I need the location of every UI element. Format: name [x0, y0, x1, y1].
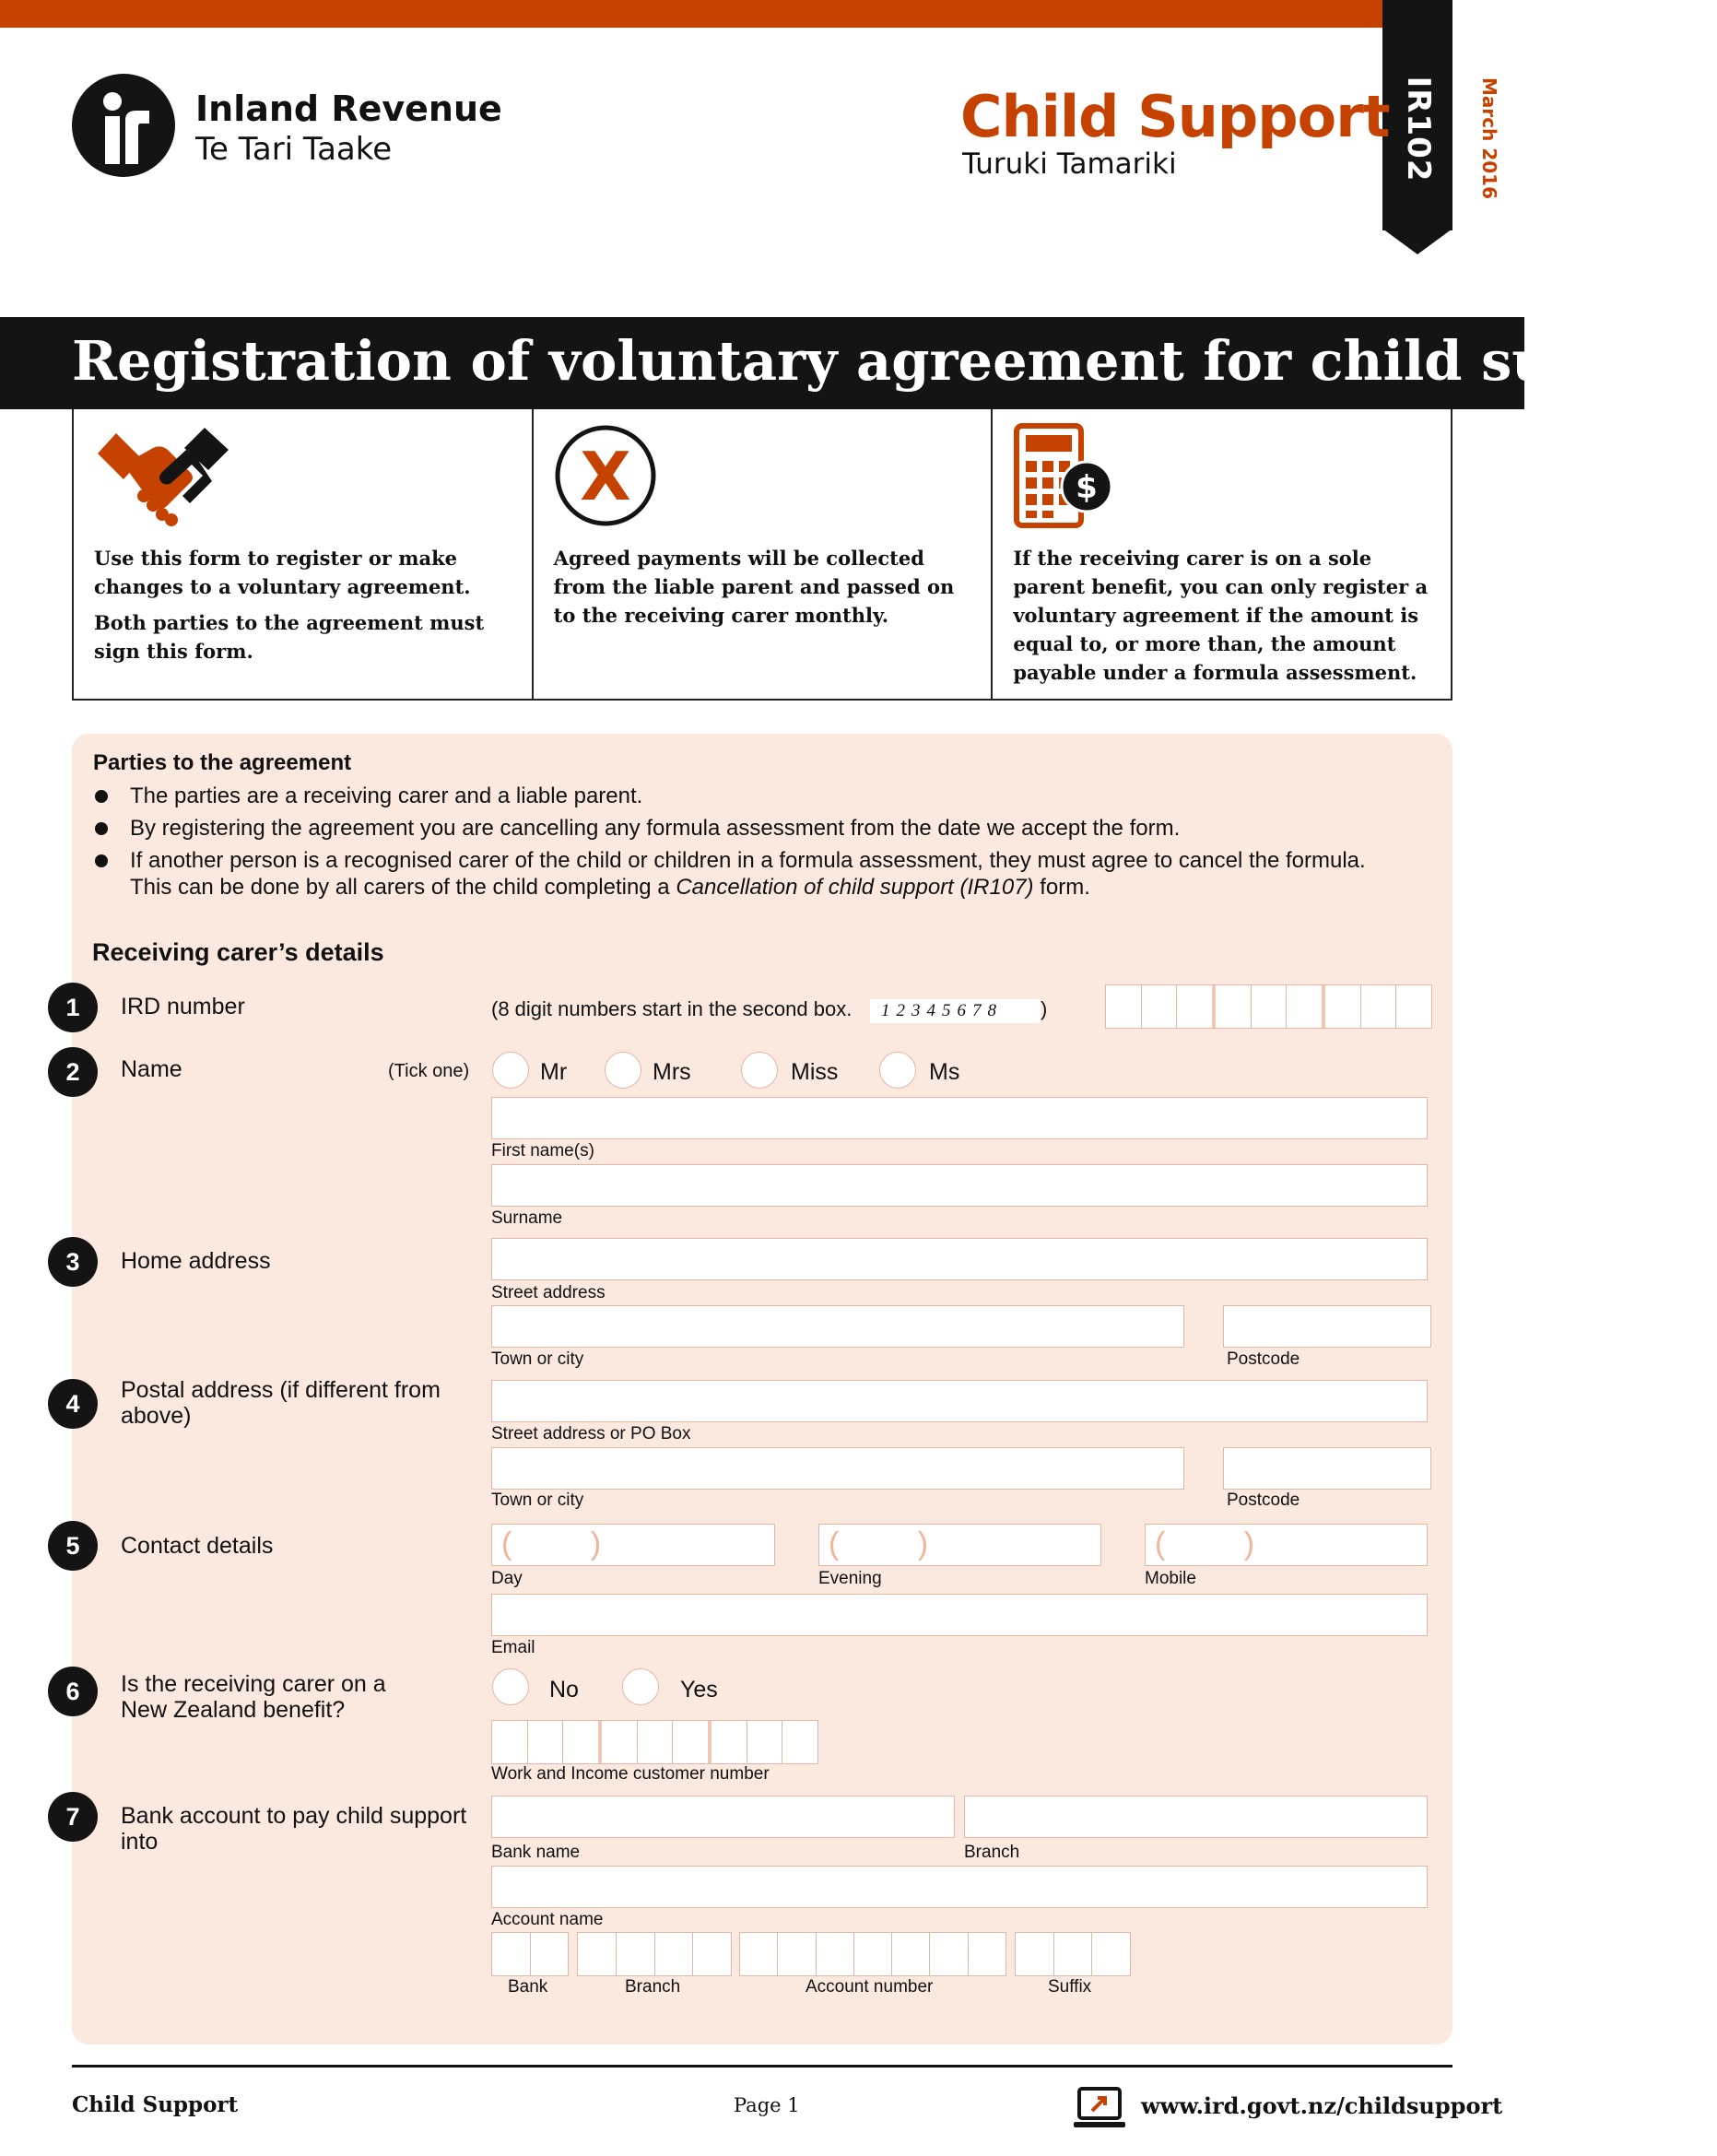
- home-town-input[interactable]: [491, 1305, 1184, 1348]
- winz-number-input[interactable]: [491, 1720, 818, 1764]
- ird-example: 12345678: [870, 999, 1041, 1023]
- org-name: Inland Revenue: [195, 88, 502, 129]
- ird-number-label: IRD number: [121, 994, 245, 1019]
- calculator-dollar-icon: [1013, 422, 1114, 533]
- ird-hint: (8 digit numbers start in the second box.: [491, 997, 853, 1020]
- home-street-input[interactable]: [491, 1238, 1428, 1280]
- parties-bullet: If another person is a recognised carer of the child or children in a formula assessment, they must agree to cancel the formula. This can be done by all carers of the child completing a Cancellation of child support (IR107) form.: [93, 847, 1366, 901]
- bank-branch-input[interactable]: [964, 1796, 1428, 1838]
- question-number: 1: [48, 983, 98, 1032]
- svg-text:X: X: [579, 438, 631, 515]
- question-number: 5: [48, 1521, 98, 1571]
- account-number-input[interactable]: [739, 1932, 1006, 1976]
- benefit-yes-label: Yes: [680, 1677, 718, 1702]
- bullet-dot-icon: [95, 790, 108, 803]
- account-name-input[interactable]: [491, 1866, 1428, 1908]
- footer-program: Child Support: [72, 2092, 239, 2117]
- page-number: Page 1: [734, 2094, 800, 2116]
- info-sign-text: Both parties to the agreement must sign this form.: [94, 611, 485, 663]
- first-name-label: First name(s): [491, 1141, 594, 1160]
- info-cell-payments: [534, 409, 994, 699]
- name-label: Name: [121, 1056, 182, 1082]
- winz-number-label: Work and Income customer number: [491, 1764, 770, 1784]
- postal-town-input[interactable]: [491, 1447, 1184, 1490]
- branch-code-label: Branch: [625, 1977, 681, 1997]
- org-name-maori: Te Tari Taake: [195, 131, 393, 168]
- first-name-input[interactable]: [491, 1097, 1428, 1139]
- account-name-label: Account name: [491, 1910, 604, 1929]
- title-mrs-label: Mrs: [653, 1059, 691, 1085]
- title-mrs-radio[interactable]: [605, 1052, 641, 1089]
- laptop-link-icon: [1074, 2085, 1125, 2131]
- info-cell-register: [74, 409, 534, 699]
- form-code: IR102: [1400, 76, 1437, 183]
- parties-bullet: By registering the agreement you are cancelling any formula assessment from the date we accept the form.: [93, 815, 1180, 842]
- home-town-label: Town or city: [491, 1349, 584, 1369]
- bank-branch-label: Branch: [964, 1843, 1020, 1862]
- question-number: 7: [48, 1792, 98, 1842]
- benefit-question-label: Is the receiving carer on a New Zealand benefit?: [121, 1671, 386, 1723]
- bank-name-label: Bank name: [491, 1843, 581, 1862]
- day-phone-input[interactable]: ( ): [491, 1524, 775, 1566]
- surname-input[interactable]: [491, 1164, 1428, 1207]
- home-address-label: Home address: [121, 1248, 271, 1274]
- title-miss-radio[interactable]: [741, 1052, 778, 1089]
- tick-one-hint: (Tick one): [388, 1061, 470, 1081]
- mobile-phone-input[interactable]: ( ): [1145, 1524, 1428, 1566]
- ird-hint-close: ): [1041, 997, 1048, 1020]
- title-ms-label: Ms: [929, 1059, 960, 1085]
- bullet-dot-icon: [95, 822, 108, 835]
- bank-code-input[interactable]: [491, 1932, 569, 1976]
- footer-url[interactable]: www.ird.govt.nz/childsupport: [1141, 2092, 1503, 2119]
- info-register-text: Use this form to register or make changes to a voluntary agreement.: [94, 547, 471, 598]
- bank-account-label: Bank account to pay child support into: [121, 1803, 467, 1855]
- title-miss-label: Miss: [791, 1059, 839, 1085]
- info-boxes: [72, 409, 1452, 701]
- title-mr-label: Mr: [540, 1059, 568, 1085]
- x-circle-icon: [554, 424, 659, 529]
- form-date: March 2016: [1478, 77, 1500, 199]
- contact-details-label: Contact details: [121, 1533, 274, 1559]
- receiving-carer-heading: Receiving carer’s details: [92, 938, 384, 966]
- svg-text:$: $: [1076, 469, 1099, 506]
- day-phone-label: Day: [491, 1569, 523, 1588]
- postal-postcode-label: Postcode: [1227, 1490, 1300, 1510]
- suffix-label: Suffix: [1048, 1977, 1092, 1997]
- top-accent-bar: [0, 0, 1384, 28]
- postal-postcode-input[interactable]: [1223, 1447, 1431, 1490]
- title-ms-radio[interactable]: [879, 1052, 916, 1089]
- branch-code-input[interactable]: [577, 1932, 732, 1976]
- benefit-no-label: No: [549, 1677, 579, 1702]
- inland-revenue-logo-icon: [72, 74, 175, 177]
- bank-code-label: Bank: [508, 1977, 548, 1997]
- home-postcode-input[interactable]: [1223, 1305, 1431, 1348]
- evening-phone-input[interactable]: ( ): [818, 1524, 1101, 1566]
- parties-heading: Parties to the agreement: [93, 750, 352, 775]
- info-payments-text: Agreed payments will be collected from the liable parent and passed on to the receiving carer monthly.: [553, 547, 955, 627]
- ribbon-tip: [1382, 229, 1452, 254]
- home-street-label: Street address: [491, 1283, 606, 1302]
- postal-street-label: Street address or PO Box: [491, 1424, 691, 1443]
- info-cell-benefit: [993, 409, 1451, 699]
- title-mr-radio[interactable]: [492, 1052, 529, 1089]
- bank-name-input[interactable]: [491, 1796, 955, 1838]
- question-number: 2: [48, 1047, 98, 1097]
- benefit-yes-radio[interactable]: [622, 1668, 659, 1705]
- evening-phone-label: Evening: [818, 1569, 882, 1588]
- mobile-phone-label: Mobile: [1145, 1569, 1196, 1588]
- question-number: 6: [48, 1667, 98, 1716]
- account-number-label: Account number: [806, 1977, 934, 1997]
- email-input[interactable]: [491, 1594, 1428, 1636]
- footer-rule: [72, 2065, 1452, 2068]
- home-postcode-label: Postcode: [1227, 1349, 1300, 1369]
- ird-number-input[interactable]: [1105, 984, 1432, 1029]
- suffix-input[interactable]: [1015, 1932, 1131, 1976]
- benefit-no-radio[interactable]: [492, 1668, 529, 1705]
- program-title: Child Support: [960, 83, 1390, 150]
- bullet-dot-icon: [95, 854, 108, 867]
- info-benefit-text: If the receiving carer is on a sole parent benefit, you can only register a voluntary agreement if the amount is equal to, or more than, the amount payable under a formula assessment.: [1013, 547, 1429, 684]
- question-number: 3: [48, 1237, 98, 1287]
- program-title-maori: Turuki Tamariki: [962, 147, 1177, 181]
- email-label: Email: [491, 1638, 535, 1657]
- surname-label: Surname: [491, 1208, 563, 1228]
- page-title: Registration of voluntary agreement for child support: [72, 329, 1717, 393]
- postal-street-input[interactable]: [491, 1380, 1428, 1422]
- question-number: 4: [48, 1379, 98, 1429]
- parties-bullet: The parties are a receiving carer and a liable parent.: [93, 783, 642, 809]
- postal-town-label: Town or city: [491, 1490, 584, 1510]
- postal-address-label: Postal address (if different from above): [121, 1377, 441, 1429]
- handshake-icon: [94, 422, 232, 533]
